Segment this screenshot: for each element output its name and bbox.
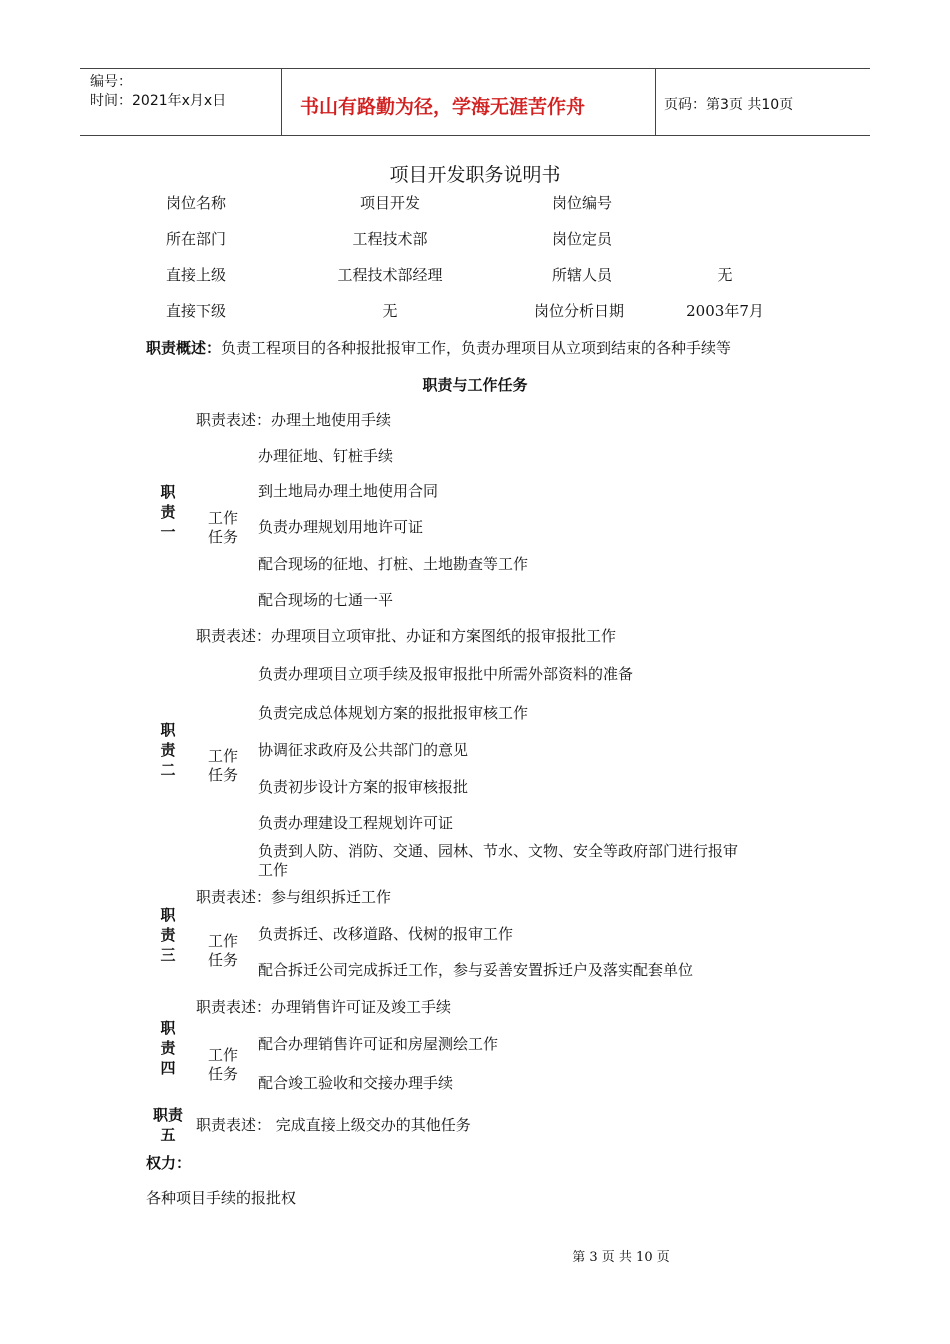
duty-statement: 职责表述：办理项目立项审批、办证和方案图纸的报审报批工作	[196, 627, 617, 645]
task-label: 工作任务	[208, 747, 239, 784]
duty-statement: 职责表述：办理土地使用手续	[196, 411, 392, 429]
info-label: 岗位分析日期	[534, 302, 625, 320]
time-label: 时间：2021年x月x日	[90, 93, 227, 109]
info-value: 无	[382, 302, 398, 320]
info-label: 直接下级	[166, 302, 227, 320]
task-item: 负责完成总体规划方案的报批报审核工作	[258, 704, 529, 722]
summary	[146, 337, 731, 358]
task-item: 配合办理销售许可证和房屋测绘工作	[258, 1035, 499, 1053]
info-label: 岗位名称	[166, 194, 227, 212]
task-item: 负责办理项目立项手续及报审报批中所需外部资料的准备	[258, 665, 634, 683]
header-divider-right	[655, 68, 656, 136]
info-label: 岗位编号	[552, 194, 613, 212]
motto: 书山有路勤为径，学海无涯苦作舟	[300, 96, 586, 118]
task-label: 工作任务	[208, 1046, 239, 1083]
info-label: 岗位定员	[552, 230, 613, 248]
task-label: 工作任务	[208, 509, 239, 546]
task-item: 工作	[258, 861, 289, 879]
authority-label: 权力：	[146, 1154, 192, 1172]
page-info: 页码：第3页 共10页	[664, 97, 794, 113]
duty-label-text: 职责二	[160, 721, 176, 779]
duty-label	[148, 482, 188, 542]
header-top-rule	[80, 68, 870, 69]
info-label: 直接上级	[166, 266, 227, 284]
task-item: 配合竣工验收和交接办理手续	[258, 1074, 454, 1092]
number-label: 编号：	[90, 74, 132, 90]
info-value: 无	[717, 266, 733, 284]
info-value: 工程技术部经理	[337, 266, 443, 284]
task-item: 办理征地、钉桩手续	[258, 447, 394, 465]
footer-page-number: 第 3 页 共 10 页	[572, 1250, 670, 1265]
duty-label	[148, 1018, 188, 1078]
task-item: 到土地局办理土地使用合同	[258, 482, 439, 500]
task-item: 配合拆迁公司完成拆迁工作，参与妥善安置拆迁户及落实配套单位	[258, 961, 694, 979]
task-item: 配合现场的七通一平	[258, 591, 394, 609]
duty-statement: 职责表述：参与组织拆迁工作	[196, 888, 392, 906]
duty-label-text: 职责四	[160, 1019, 176, 1077]
task-item: 配合现场的征地、打桩、土地勘查等工作	[258, 555, 529, 573]
doc-title: 项目开发职务说明书	[389, 164, 561, 186]
authority-text: 各种项目手续的报批权	[146, 1189, 297, 1207]
summary-text: 负责工程项目的各种报批报审工作，负责办理项目从立项到结束的各种手续等	[221, 339, 732, 357]
task-item: 负责到人防、消防、交通、园林、节水、文物、安全等政府部门进行报审	[258, 842, 739, 860]
duty-statement: 职责表述： 完成直接上级交办的其他任务	[196, 1116, 471, 1134]
header-bottom-rule	[80, 135, 870, 136]
task-item: 负责办理规划用地许可证	[258, 518, 424, 536]
header-divider-left	[281, 68, 282, 136]
task-item: 负责初步设计方案的报审核报批	[258, 778, 469, 796]
duty-label-text: 职责三	[160, 906, 176, 964]
task-item: 负责拆迁、改移道路、伐树的报审工作	[258, 925, 514, 943]
duty-label-text: 职责一	[160, 483, 176, 541]
section-title: 职责与工作任务	[422, 376, 528, 394]
task-item: 协调征求政府及公共部门的意见	[258, 741, 469, 759]
duty-label-text: 职责五	[153, 1106, 184, 1144]
task-item: 负责办理建设工程规划许可证	[258, 814, 454, 832]
duty-label	[148, 720, 188, 780]
info-label: 所在部门	[166, 230, 227, 248]
info-label: 所辖人员	[552, 266, 613, 284]
task-label: 工作任务	[208, 932, 239, 969]
duty-label	[148, 905, 188, 965]
duty-statement: 职责表述：办理销售许可证及竣工手续	[196, 998, 452, 1016]
duty-label	[146, 1105, 190, 1145]
info-value: 2003年7月	[686, 302, 764, 320]
summary-label: 职责概述：	[146, 339, 222, 357]
info-value: 工程技术部	[352, 230, 428, 248]
info-value: 项目开发	[359, 194, 420, 212]
